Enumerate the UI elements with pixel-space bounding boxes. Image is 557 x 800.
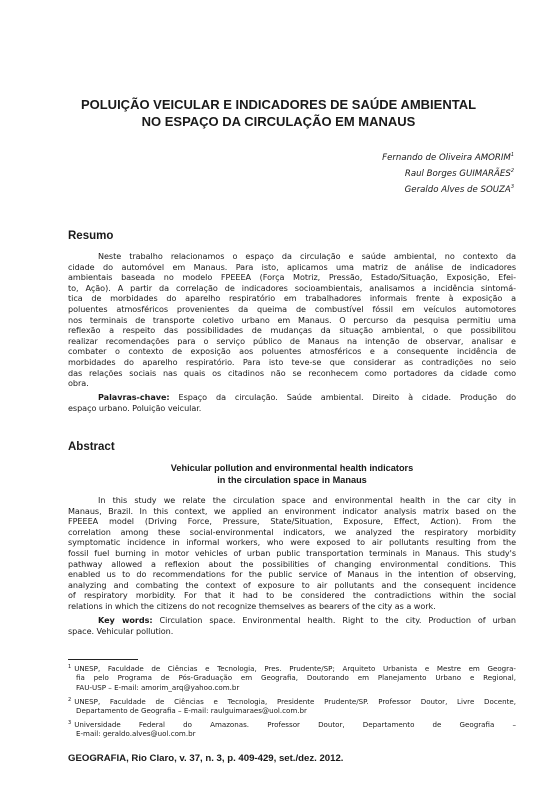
resumo-paragraph — [68, 251, 516, 389]
abstract-subtitle — [68, 463, 516, 486]
keywords-line: espaço urbano. Poluição veicular. — [68, 402, 202, 413]
author-2-footnote-mark: 2 — [510, 168, 514, 175]
abstract-keywords — [68, 615, 516, 636]
journal-citation: GEOGRAFIA, Rio Claro, v. 37, n. 3, p. 409-429, set./dez. 2012. — [68, 753, 344, 764]
abstract-line: pathway allowed a reflexion about the possibilities of changing environmental conditions. This — [68, 558, 516, 569]
resumo-line: nos terminais de transporte coletivo urbano em Manaus. O percurso da pesquisa permitiu uma — [68, 314, 516, 325]
author-1: Fernando de Oliveira AMORIM$^1$ — [382, 152, 514, 163]
article-title — [60, 96, 497, 130]
title-line-1: POLUIÇÃO VEICULAR E INDICADORES DE SAÚDE AMBIENTAL — [80, 97, 477, 112]
author-list — [382, 150, 514, 198]
abstract-line: analyzing and combating the context of exposure to air pollutants and the consequent incidence — [68, 579, 516, 590]
resumo-line: cidade do automóvel em Manaus. Para isto, aplicamos uma matriz de análise de indicadores — [68, 261, 516, 272]
footnote-line: Departamento de Geografia – E-mail: raulguimaraes@uol.com.br — [76, 706, 307, 716]
keywords-line: Key words: Circulation space. Environmental health. Right to the city. Production of urban — [98, 615, 516, 625]
footnote-mark: 3 — [68, 720, 72, 726]
abstract-paragraph — [68, 495, 516, 612]
abstract-line: relations in which the citizens do not recognize themselves as bearers of the city as a work. — [68, 600, 436, 611]
resumo-line: obra. — [68, 378, 89, 389]
resumo-keywords — [68, 392, 516, 413]
author-3-footnote-mark: 3 — [510, 184, 514, 191]
footnote-2 — [68, 697, 516, 716]
footnote-line: E-mail: geraldo.alves@uol.com.br — [76, 729, 196, 739]
resumo-line: to, Ação). A partir da correlação de indicadores socioambientais, analisamos a incidência sintomá- — [68, 282, 516, 293]
resumo-line: das relações sociais nas quais os citadinos não se reconhecem como portadores da cidade como — [68, 367, 516, 378]
abstract-line: fossil fuel burning in motor vehicles of urban public transportation terminals in Manaus. This study's — [68, 547, 516, 558]
abstract-subtitle-line-1: Vehicular pollution and environmental health indicators — [170, 463, 414, 473]
abstract-line: FPEEEA model (Driving Force, Pressure, State/Situation, Exposure, Effect, Action). From the — [68, 516, 516, 527]
abstract-line: correlation among these social-environmental indicators, we analyzed the respiratory morbidity — [68, 526, 516, 537]
keywords-line: Palavras-chave: Espaço da circulação. Saúde ambiental. Direito à cidade. Produção do — [98, 392, 516, 402]
abstract-subtitle-line-2: in the circulation space in Manaus — [217, 474, 367, 485]
resumo-heading: Resumo — [68, 230, 114, 242]
abstract-heading: Abstract — [68, 441, 115, 453]
footnote-line: $^2$ UNESP, Faculdade de Ciências e Tecnologia, Presidente Prudente/SP. Professor Doutor, Livre Docente, — [68, 697, 516, 706]
abstract-line: Manaus, Brazil. In this context, we applied an environment indicator analysis matrix based on the — [68, 505, 516, 516]
footnote-mark: 2 — [68, 697, 72, 703]
keywords-label: Palavras-chave: — [98, 392, 170, 402]
title-line-2: NO ESPAÇO DA CIRCULAÇÃO EM MANAUS — [141, 114, 416, 129]
keywords-label: Key words: — [98, 615, 153, 625]
abstract-line: of respiratory morbidity. For that it had to be considered the contradictions within the social — [68, 590, 516, 601]
resumo-line: poluentes atmosféricos provenientes da queima de combustível fóssil em veículos automotores — [68, 303, 516, 314]
resumo-line: realizar recomendações para o serviço público de Manaus na intenção de observar, analisar e — [68, 335, 516, 346]
author-3: Geraldo Alves de SOUZA$^3$ — [404, 184, 514, 195]
author-1-footnote-mark: 1 — [510, 152, 514, 159]
footnote-divider — [68, 659, 138, 660]
resumo-line: Neste trabalho relacionamos o espaço da circulação e saúde ambiental, no contexto da — [98, 251, 516, 261]
resumo-line: reflexão a respeito das possibilidades de mudanças da situação ambiental, o que possibilitou — [68, 325, 516, 336]
footnote-3 — [68, 720, 516, 739]
footnote-mark: 1 — [68, 664, 72, 670]
author-2: Raul Borges GUIMARÃES$^2$ — [404, 168, 514, 179]
resumo-line: tica de morbidades do aparelho respiratório em trabalhadores informais frente à exposição a — [68, 293, 516, 304]
resumo-line: ambientais baseada no modelo FPEEEA (Força Motriz, Pressão, Estado/Situação, Exposição, Efei- — [68, 272, 516, 283]
footnote-line: $^1$ UNESP, Faculdade de Ciências e Tecnologia, Pres. Prudente/SP; Arquiteto Urbanista e Mestre em Geogra- — [68, 664, 516, 673]
footnote-line: fia pelo Programa de Pós-Graduação em Geografia, Doutorando em Planejamento Urbano e Regional, — [76, 673, 516, 683]
abstract-line: symptomatic incidence in informal workers, who were exposed to air pollutants resulting from the — [68, 537, 516, 548]
keywords-line: space. Vehicular pollution. — [68, 625, 174, 636]
footnote-line: $^3$ Universidade Federal do Amazonas. Professor Doutor, Departamento de Geografia – — [68, 720, 516, 729]
abstract-line: enabled us to do recommendations for the public service of Manaus in the intention of observing, — [68, 569, 516, 580]
resumo-line: combater o contexto de exposição aos poluentes atmosféricos e a consequente incidência de — [68, 346, 516, 357]
abstract-line: In this study we relate the circulation space and environmental health in the car city in — [98, 495, 516, 505]
footnote-1 — [68, 664, 516, 692]
footnote-line: FAU-USP – E-mail: amorim_arq@yahoo.com.br — [76, 682, 240, 692]
resumo-line: morbidades do aparelho respiratório. Para isto teve-se que considerar as contradições no seio — [68, 356, 516, 367]
